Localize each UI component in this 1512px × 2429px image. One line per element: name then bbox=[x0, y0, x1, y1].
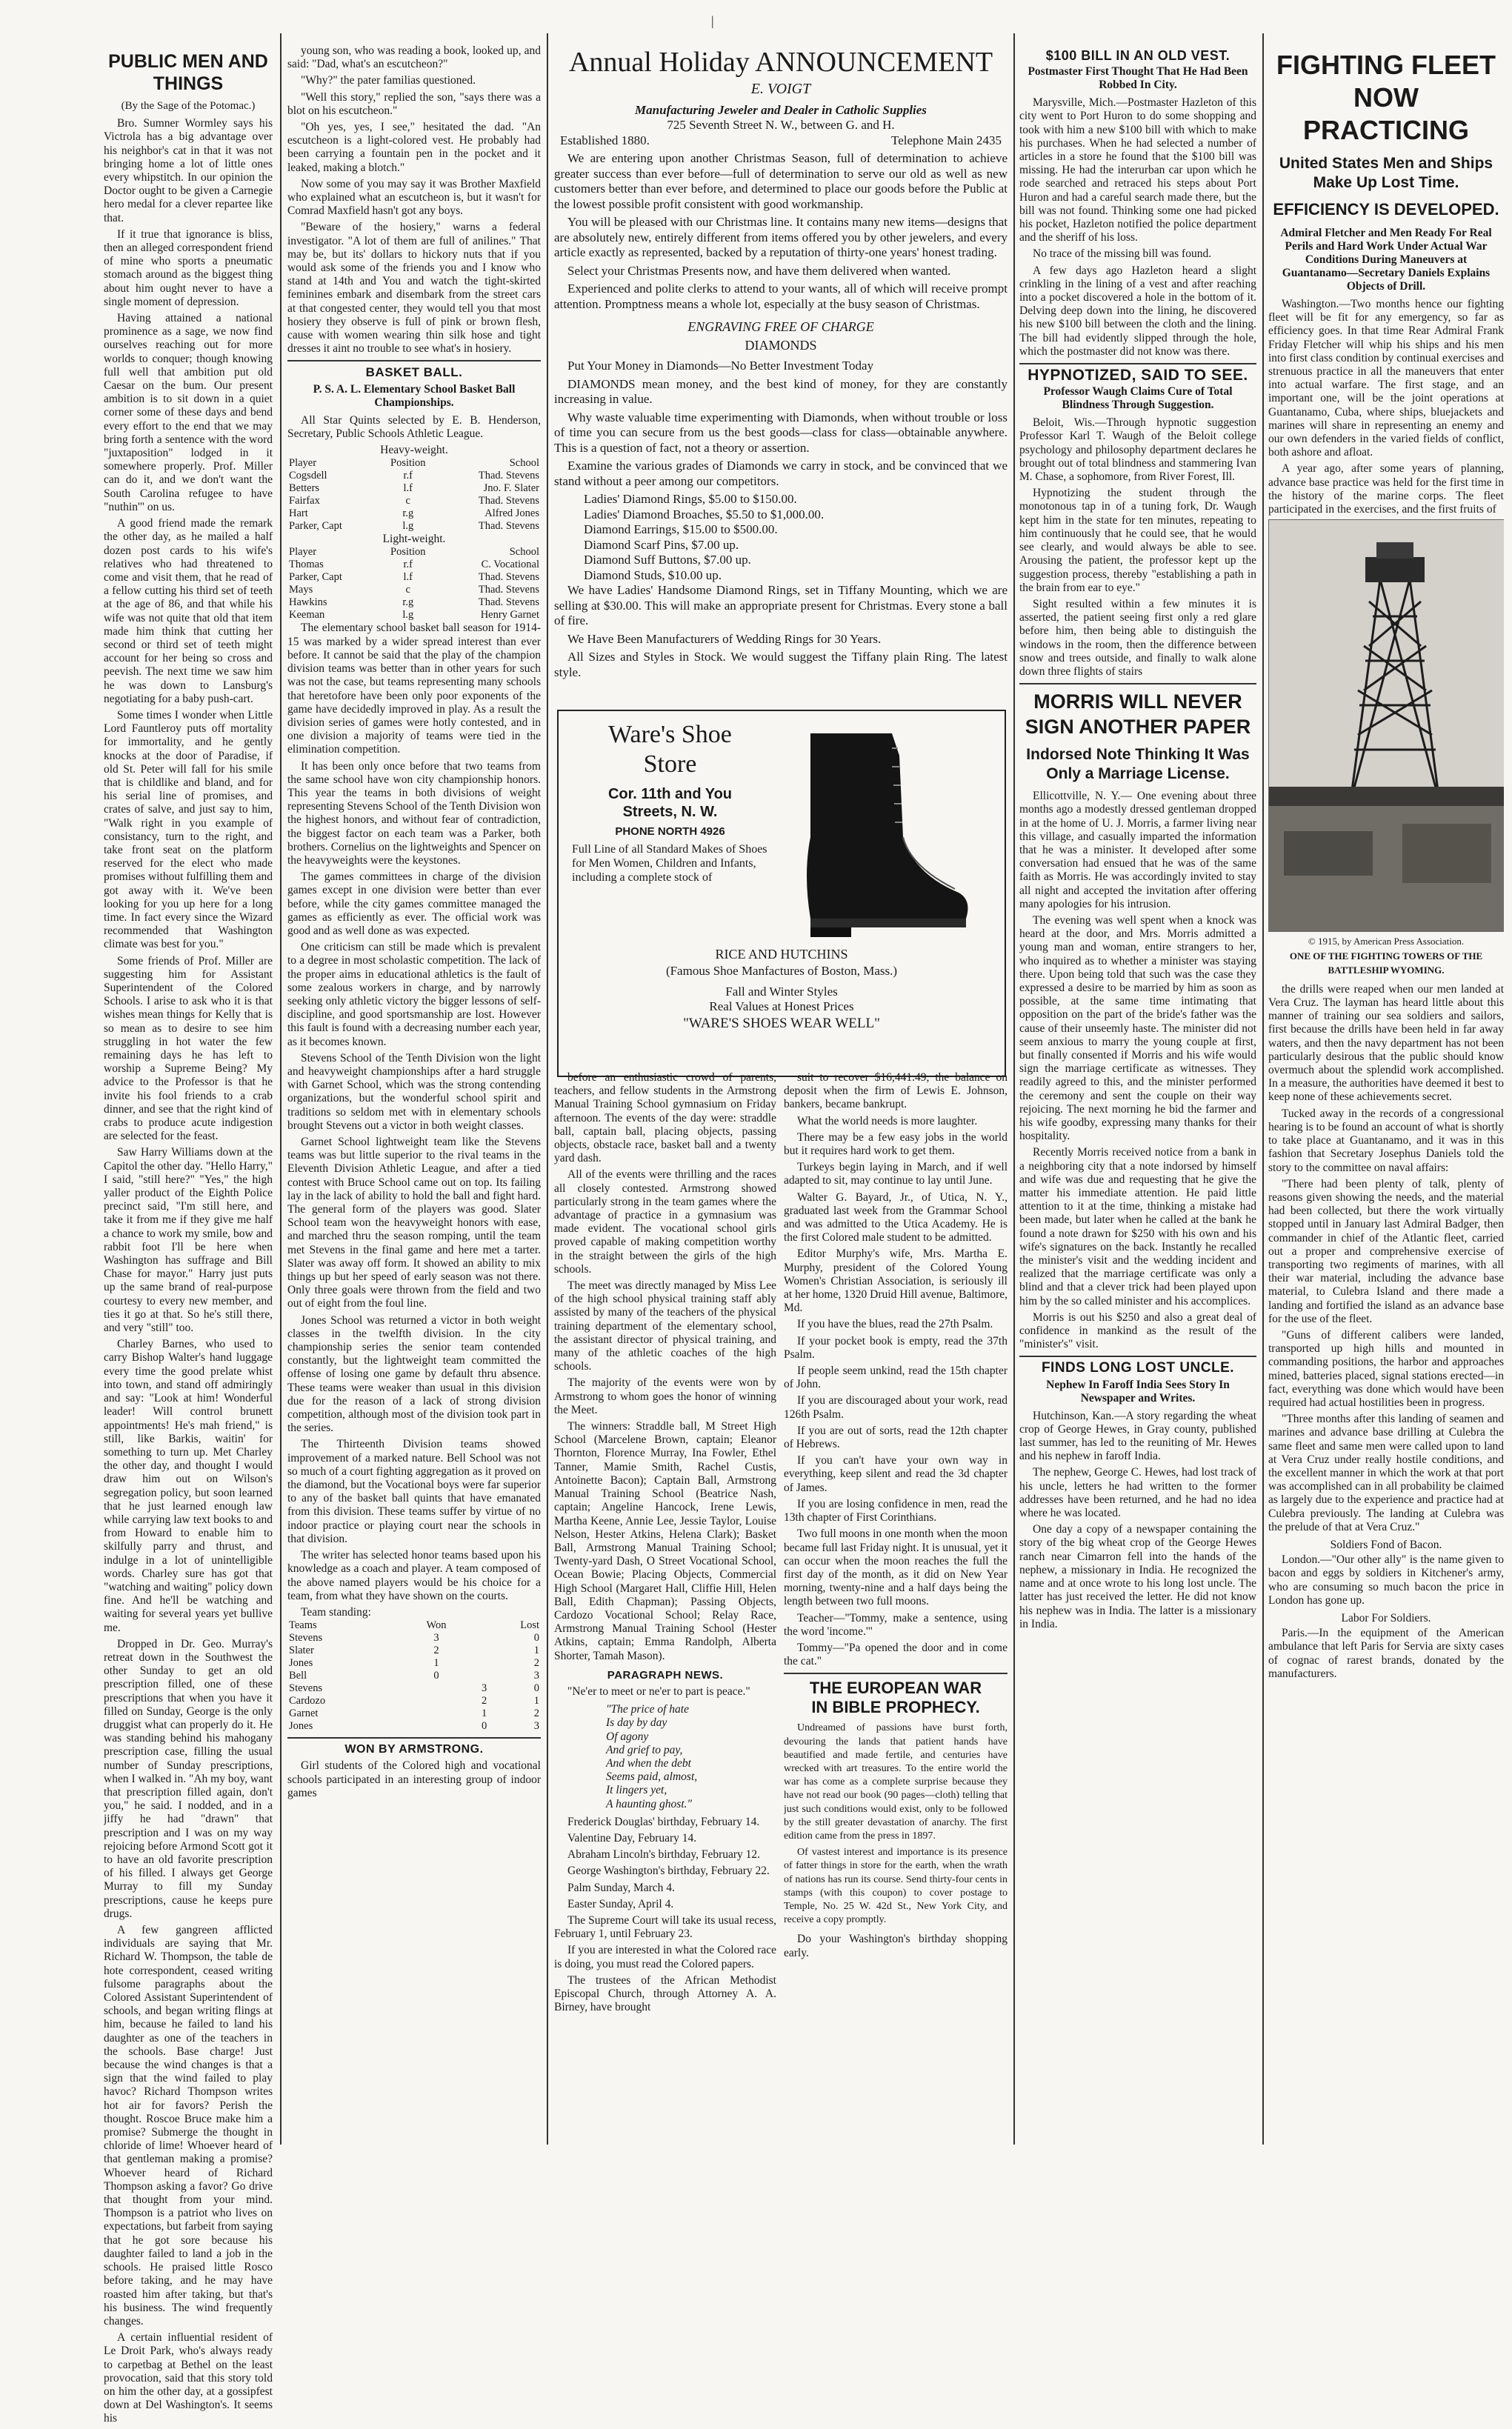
vest-headline: $100 BILL IN AN OLD VEST. bbox=[1045, 48, 1230, 63]
table-cell: Cogsdell bbox=[289, 470, 327, 482]
paragraph: Abraham Lincoln's birthday, February 12. bbox=[567, 1848, 761, 1862]
paragraph: Examine the various grades of Diamonds we carry in stock, and be convinced that we stand without a peer among our competitors. bbox=[554, 459, 1008, 488]
table-cell: 1 bbox=[482, 1707, 487, 1720]
paragraph: If you have the blues, read the 27th Psalm. bbox=[797, 1318, 993, 1331]
table-cell: 3 bbox=[533, 1670, 539, 1682]
poem-line: A haunting ghost." bbox=[606, 1797, 693, 1810]
article-body bbox=[1019, 96, 1256, 359]
voigt-advertisement bbox=[554, 46, 1008, 698]
paragraph: We are entering upon another Christmas Season, full of determination to achieve greater success than ever before—full of determination to serve our old as well as new customers better than ever before, and determined to place our goods before the Public at the lowest possible profit consistent with good workmanship. bbox=[554, 151, 1008, 211]
price-item: Diamond Studs, $10.00 up. bbox=[584, 567, 722, 582]
armstrong-headline: WON BY ARMSTRONG. bbox=[344, 1743, 484, 1756]
paragraph: It has been only once before that two teams from the same school have won city championship honors. This year the teams in both divisions of weight representing Stevens School of the Tenth Division won the highest honors, and without fear of contradiction, the biggest factor on each team was a Parker, both brothers. Cornelius on the lightweights and Spencer on the heavyweights were the keystones. bbox=[287, 759, 541, 867]
table-cell: Cardozo bbox=[289, 1695, 326, 1707]
paragraph: The evening was well spent when a knock was heard at the door, and Mrs. Morris admitted a young man and woman, entire strangers to her, who inquired as to whether a minister was staying there. Upon being told that such was the case they expressed a desire to be married by him as soon as possible, at the same time intimating that opposition on the part of the bride's father was the cause of their unseemly haste. The minister did not seem anxious to marry the young couple at first, but finally consented if Morris and his wife would sign the marriage certificate as witnesses. They readily agreed to this, and the minister performed the ceremony and sent the couple on their way rejoicing. The next morning he bid the farmer and his wife goodby, expressing many thanks for their hospitality. bbox=[1019, 913, 1256, 1143]
table-row bbox=[287, 1707, 541, 1720]
voigt-name: E. VOIGT bbox=[750, 81, 811, 97]
standings-heavyweight bbox=[287, 1619, 541, 1682]
table-cell: Thad. Stevens bbox=[478, 584, 539, 596]
column-basketball bbox=[287, 44, 541, 1803]
table-cell: Fairfax bbox=[289, 495, 320, 507]
paragraph: Beloit, Wis.—Through hypnotic suggestion Professor Karl T. Waugh of the Beloit college psychology and philosophy department declares he brought out of total blindness and stammering Ivan M. Chase, a sophomore, from River Forest, Ill. bbox=[1019, 416, 1256, 484]
paragraph: The writer has selected honor teams based upon his knowledge as a coach and player. A team composed of the above named players would be his choice for a team, from what they have shown on the courts. bbox=[287, 1549, 541, 1602]
diamonds-body bbox=[554, 359, 1008, 489]
voigt-tagline: Manufacturing Jeweler and Dealer in Catholic Supplies bbox=[635, 102, 927, 117]
paragraph: "Beware of the hosiery," warns a federal investigator. "A lot of them are full of anilines." That may be, but its' dollars to hickory nuts that if you would ask some of the friends you and I know who stand at 14th and You and watch the tight-skirted feminines embark and disembark from the street cars at that congested center, they would tell you that most hosiery they observe is full of pink or brown flesh, cause with women wearing thin silk hose and tight dresses it aint no trouble to see what's in hosiery. bbox=[287, 221, 541, 356]
paragraph: The elementary school basket ball season for 1914-15 was marked by a wider spread interest than ever before. It cannot be said that the play of the champion division teams was better than in other years for such was not the case, but teams representing many schools that heretofore have been only poor exponents of the game have decidedly improved in play. As a result the division series of games were hotly contested, and in one division a majority of teams were tied in the elimination competition. bbox=[287, 622, 541, 756]
table-cell: c bbox=[405, 495, 410, 507]
table-row bbox=[287, 571, 541, 584]
ware-line-2: Real Values at Honest Prices bbox=[709, 999, 854, 1013]
poem-line: "The price of hate bbox=[606, 1703, 689, 1716]
table-cell: Thad. Stevens bbox=[478, 495, 539, 507]
column-rule bbox=[547, 33, 548, 2145]
table-row bbox=[287, 584, 541, 596]
paragraph: Hypnotizing the student through the monotonous tap in of a tuning fork, Dr. Waugh kept him in the state for ten minutes, repeating to him continuously that he could see, that he would see clearly, and would always be able to see. Arousing the patient, the professor kept up the suggestion process, thereby "establishing a path in the brain from ear to eye." bbox=[1019, 487, 1256, 594]
paragraph: Garnet School lightweight team like the Stevens teams was but little superior to the rival teams in the Eleventh Division Athletic League, and after a tied contest with Bruce School came out on top. Its failing lay in the lack of ability to hold the ball and fight hard. The general form of the players was good. Slater School team won the heavyweight honors with ease, and marched thru the season romping, until the team met Stevens in the final game and here met a tarter. Slater was away off form. It showed an ability to mix things up but her speed of early season was not there. Only three goals were thrown from the field and two out of eight from the foul line. bbox=[287, 1136, 541, 1310]
paragraph: "Oh yes, yes, I see," hesitated the dad. "An escutcheon is a light-colored vest. He probably had been carrying a fountain pen in the pocket and it leaked, making a blotch." bbox=[287, 121, 541, 174]
paragraph: George Washington's birthday, February 22. bbox=[567, 1865, 770, 1878]
voigt-title: Annual Holiday ANNOUNCEMENT bbox=[568, 47, 993, 78]
paragraph: Easter Sunday, April 4. bbox=[567, 1897, 674, 1910]
diamonds-heading: DIAMONDS bbox=[745, 337, 817, 353]
table-cell: Thad. Stevens bbox=[478, 470, 539, 482]
table-cell: C. Vocational bbox=[481, 559, 539, 571]
paragraph: Palm Sunday, March 4. bbox=[567, 1881, 675, 1894]
table-cell: Jones bbox=[289, 1720, 313, 1733]
voigt-telephone: Telephone Main 2435 bbox=[891, 133, 1002, 147]
page-top-mark: | bbox=[711, 13, 714, 28]
birthday-shopping: Do your Washington's birthday shopping early. bbox=[784, 1933, 1008, 1959]
fleet-headline-2: NOW PRACTICING bbox=[1303, 82, 1469, 145]
standing-label: Team standing: bbox=[301, 1605, 371, 1619]
table-cell: Jno. F. Slater bbox=[483, 482, 539, 495]
price-item: Ladies' Diamond Rings, $5.00 to $150.00. bbox=[584, 492, 797, 506]
byline: (By the Sage of the Potomac.) bbox=[121, 100, 256, 112]
photo-caption: ONE OF THE FIGHTING TOWERS OF THE BATTLESHIP WYOMING. bbox=[1289, 950, 1483, 976]
article-body bbox=[784, 1071, 1008, 1668]
paragraph: "Well this story," replied the son, "says there was a blot on his escutcheon." bbox=[287, 90, 541, 117]
table-cell: Stevens bbox=[289, 1632, 323, 1645]
price-item: Ladies' Diamond Broaches, $5.50 to $1,000.00. bbox=[584, 507, 825, 522]
price-item: Diamond Scarf Pins, $7.00 up. bbox=[584, 537, 739, 552]
paragraph: All of the events were thrilling and the races all closely contested. Armstrong showed particularly strong in the team games where the advantage of practice in a gymnasium was made evident. The vocational school girls proved capable of making competition worthy in the straight between the girls of the high schools. bbox=[554, 1168, 776, 1276]
morris-headline-2: SIGN ANOTHER PAPER bbox=[1025, 716, 1251, 739]
paragraph: Valentine Day, February 14. bbox=[567, 1831, 697, 1845]
paragraph: Turkeys begin laying in March, and if well adapted to sit, may continue to lay until June. bbox=[784, 1161, 1008, 1187]
table-cell: 2 bbox=[433, 1645, 439, 1657]
paragraph: Teacher—"Tommy, make a sentence, using the word 'income.'" bbox=[784, 1611, 1008, 1638]
column-header: Player bbox=[289, 546, 317, 559]
ware-body: Full Line of all Standard Makes of Shoes for Men Women, Children and Infants, including a complete stock of bbox=[572, 843, 767, 884]
table-cell: 1 bbox=[533, 1695, 539, 1707]
price-list bbox=[584, 492, 1008, 583]
paragraph: Sight resulted within a few minutes it is asserted, the patient seeing first only a red glare before him, then being able to distinguish the windows in the room, then the difference between snow and trees outside, and finally to walk alone down three flights of stairs bbox=[1019, 597, 1256, 678]
hypnotized-headline: HYPNOTIZED, SAID TO SEE. bbox=[1028, 367, 1248, 384]
column-header: Position bbox=[390, 546, 426, 559]
labor-text: Paris.—In the equipment of the American ambulance that left Paris for Servia are sixty cases of cognac of rarest brands, donated by the manufacturers. bbox=[1268, 1627, 1504, 1680]
paragraph: Having attained a national prominence as a sage, we now find ourselves reaching out for more worlds to conquer; though knowing full well that ambition put old Caesar on the bum. Our present ambition is to sit down in a quiet corner some of these days and bend every effort to the end that we may bring forth a sentence with the word "juxtaposition" lodged in it somewhere properly. Prof. Miller can do it, and we don't want the South Carolina refugee to have "nuthin'" on us. bbox=[104, 312, 273, 513]
column-right-news bbox=[1019, 44, 1256, 1634]
table-cell: 3 bbox=[482, 1682, 487, 1695]
table-row bbox=[287, 520, 541, 533]
standings-lightweight bbox=[287, 1682, 541, 1733]
column-header: School bbox=[509, 457, 539, 470]
vest-subhead: Postmaster First Thought That He Had Been Robbed In City. bbox=[1028, 65, 1248, 92]
column-fighting-fleet bbox=[1268, 44, 1504, 1684]
war-headline-2: IN BIBLE PROPHECY. bbox=[811, 1698, 980, 1717]
paragraph: Dropped in Dr. Geo. Murray's retreat down in the Southwest the other Sunday to get an old prescription filled, one of these prescriptions that when you have it filled on Sunday, George is the only druggist what can properly do it. He was standing behind his mahogany prescription case, filling the usual number of Sunday prescriptions, when I walked in. "Ah my boy, want that prescription filled again, don't you," he said. I nodded, and in a jiffy he had "drawn" that prescription and I was on my way rejoicing before Armond Scott got it to have an old favorite prescription of his filled. I always get George Murray to fill my Sunday prescriptions, cause he keeps pure drugs. bbox=[104, 1637, 273, 1920]
table-cell: 3 bbox=[433, 1632, 439, 1645]
table-cell: 0 bbox=[482, 1720, 487, 1733]
table-row bbox=[287, 1720, 541, 1733]
table-row bbox=[287, 1670, 541, 1682]
poem-line: Seems paid, almost, bbox=[606, 1770, 698, 1784]
fleet-subhead: United States Men and Ships Make Up Lost Time. bbox=[1279, 155, 1493, 191]
uncle-subhead: Nephew In Faroff India Sees Story In Newspaper and Writes. bbox=[1046, 1378, 1230, 1405]
table-row bbox=[287, 1632, 541, 1645]
paragraph: Charley Barnes, who used to carry Bishop Walter's hand luggage every time the good prelate whist into town, and stand off admiringly and say: "Look at him! Wonderful leader! Will control brunett appointments! He's mah friend," is still, like Barkis, waitin' for something to turn up. Met Charley the other day, and thought I would draw him out on Wilson's segregation policy, but soon learned that he just learned enough law while carrying law text books to and from Howard to enable him to skilfully parry and thrust, and indulge in a lot of unintelligible words. Charley sure has got that "watching and waiting" policy down fine. And he'll be watching and waiting for several years yet bullive me. bbox=[104, 1338, 273, 1634]
table-cell: Hawkins bbox=[289, 596, 327, 609]
table-cell: r.g bbox=[402, 596, 414, 609]
table-cell: 0 bbox=[533, 1682, 539, 1695]
article-body bbox=[1019, 790, 1256, 1351]
paragraph: A year ago, after some years of planning, advance base practice was held for the first time in the history of the marine corps. The fleet participated in the exercises, and the first fruits of bbox=[1268, 462, 1504, 516]
divider bbox=[1019, 363, 1256, 364]
paragraph: A certain influential resident of Le Droit Park, who's always ready to carpetbag at Bethel on the least provocation, said that this story told on him the other day, at a gossipfest down at Del Washington's. It seems his bbox=[104, 2331, 273, 2425]
paragraph: Why waste valuable time experimenting with Diamonds, when without trouble or loss of time you can secure from us the best goods—class for class—obtainable anywhere. This is a question of fact, not a theory or assertion. bbox=[554, 410, 1008, 455]
article-body bbox=[1268, 298, 1504, 516]
paragraph: If your pocket book is empty, read the 37th Psalm. bbox=[784, 1334, 1008, 1361]
table-cell: Betters bbox=[289, 482, 320, 495]
paragraph: Two full moons in one month when the moon became full last Friday night. It is unusual, yet it can occur when the moon reaches the full the first day of the month, as it did on New Year morning, twenty-nine and a half days being the length between two full moons. bbox=[784, 1527, 1008, 1608]
table-header-row bbox=[287, 457, 541, 470]
column-misc-news bbox=[784, 1071, 1008, 2145]
table-row bbox=[287, 1645, 541, 1657]
paragraph: Saw Harry Williams down at the Capitol the other day. "Hello Harry," I said, "still here?" "Yes," the high yaller product of the Eighth Police precinct said, "I'm still here, and take it from me if they give me half a chance to work my smile, bow and rabbit foot I'll be here when Washington has suffrage and Bill Chase for mayor." Harry just puts up the same brand of real-purpose courtesy to every new member, and ties it go at that. So he's still there, and very "still" too. bbox=[104, 1146, 273, 1335]
table-cell: 0 bbox=[433, 1670, 439, 1682]
paragraph: Editor Murphy's wife, Mrs. Martha E. Murphy, president of the Colored Young Women's Christian Association, is seriously ill at her home, 1320 Druid Hill avenue, Baltimore, Md. bbox=[784, 1247, 1008, 1315]
paragraph: Some friends of Prof. Miller are suggesting him for Assistant Superintendent of the Colored Schools. I arise to ask who it is that wishes mean things for Kelly that is so mean as to desire to see him struggling in hot water the few remaining days he has left to worship a Supreme Being? My advice to the Professor is that he invite his fool friends to a crab dinner, and see that the right kind of crabs to produce acute indigestion are selected for the feast. bbox=[104, 954, 273, 1143]
price-item: Diamond Earrings, $15.00 to $500.00. bbox=[584, 522, 778, 536]
fleet-headline: FIGHTING FLEET bbox=[1276, 50, 1496, 80]
table-header-row bbox=[287, 1619, 541, 1632]
ware-line-1: Fall and Winter Styles bbox=[725, 984, 838, 999]
paragraph: Ellicottville, N. Y.— One evening about three months ago a modestly dressed gentleman dropped in at the home of U. J. Morris, a farmer living near this village, and casually imparted the information that he was a minister. It developed after some conversation had ensued that he was of the same faith as Morris. He was accordingly invited to stay all night and accepted the invitation after offering many apologies for his intrusion. bbox=[1019, 790, 1256, 910]
war-text: Undreamed of passions have burst forth, devouring the lands that patient hands have beautified and made fertile, and centuries have wrecked with art treasures. To the entire world the war has come as a complete surprise because they have not read our book (90 pages—cloth) telling that just such conditions would exist, only to be followed by the still greater devastation of anarchy. The first edition came from the press in 1897. bbox=[784, 1722, 1008, 1842]
table-cell: 1 bbox=[533, 1645, 539, 1657]
paragraph-quote: "Ne'er to meet or ne'er to part is peace." bbox=[567, 1685, 750, 1698]
morris-subhead-2: Only a Marriage License. bbox=[1046, 765, 1230, 783]
paragraph: "Why?" the pater familias questioned. bbox=[301, 74, 476, 87]
paragraph: Jones School was returned a victor in both weight classes in the twelfth division. In the city championship series the senior team contended constantly, but the lightweight team committed the offense of losing one game by default thru absence. These teams were weaker than usual in this division due for the reason of a lack of strong division competition, although most of the division took part in the series. bbox=[287, 1313, 541, 1435]
paragraph: All Sizes and Styles in Stock. We would suggest the Tiffany plain Ring. The latest style. bbox=[554, 650, 1008, 679]
paragraph: Stevens School of the Tenth Division won the light and heavyweight championships after a hard struggle with Garnet School, which was the strong contending organizations, but the wonderful school spirit and traditions so seldom met with in elementary schools brought Stevens out a victor in both weight classes. bbox=[287, 1051, 541, 1132]
paragraph: The majority of the events were won by Armstrong to whom goes the honor of winning the Meet. bbox=[554, 1376, 776, 1416]
table-cell: Bell bbox=[289, 1670, 307, 1682]
paragraph: The winners: Straddle ball, M Street High School (Marcelene Brown, captain; Eleanor Thornton, Florence Murray, Ina Fowler, Ethel Tanner, Mamie Smith, Rachel Custis, Antoinette Bacon); Captain Ball, Armstrong Manual Training School (Beatrice Nash, captain; Angeline Hancock, Irene Lewis, Martha Keene, Annie Lee, Jessie Taylor, Louise Nelson, Hester Atkins, Helena Clark); Basket Ball, Armstrong Manual Training School; Twenty-yard Dash, O Street Vocational School, Ocean Bowie; Placing Objects, Commercial High School (Margaret Hall, Cliffie Hill, Helen Ball, Edith Chapman); Passing Objects, Cardozo Vocational School; Relay Race, Armstrong Manual Training School (Hester Atkins, captain; Emma Randolph, Alberta Shorter, Tamah Mason). bbox=[554, 1420, 776, 1662]
morris-subhead: Indorsed Note Thinking It Was bbox=[1026, 746, 1250, 764]
paragraph: "Three months after this landing of seamen and marines and advance base drilling at Culebra the same fleet and same men were called upon to land at Vera Cruz under really hostile conditions, and the excellent manner in which the work at that port was accomplished can in all probability be claimed as largely due to the experience and practice had at Culebra previously. The landing at Culebra was the prelude of that at Vera Cruz." bbox=[1268, 1413, 1504, 1533]
paragraph: Recently Morris received notice from a bank in a neighboring city that a note indorsed by himself and wife was due and requesting that he give the matter his immediate attention. He paid little attention to it at the time, thinking a mistake had been made, but later when he called at the bank he found a note drawn for $250 with his own and his wife's signatures on the back. Instantly he recalled the minister's visit and the wedding incident and realized that the marriage certificate was only a blind and that a clever trick had been played upon him by the so called minister and his accomplices. bbox=[1019, 1146, 1256, 1307]
paragraph: Marysville, Mich.—Postmaster Hazleton of this city went to Port Huron to do some shopping and took with him a new $100 bill with which to make his purchases. When he had selected a number of articles in a store he found that the $100 bill was missing. He had the interurban car upon which he rode searched and retraced his steps about Port Huron and had a careful search made there, but the bill was not found. Thinking some one had picked his pocket, Hazleton notified the police department and the sheriff of his loss. bbox=[1019, 96, 1256, 244]
paragraph: You will be pleased with our Christmas line. It contains many new items—designs that are absolutely new, entirely different from items offered you by other jewelers, and every article exactly as represented, backed by a reputation of thirty-one years' honest trading. bbox=[554, 215, 1008, 259]
paragraph: Put Your Money in Diamonds—No Better Investment Today bbox=[567, 359, 874, 373]
column-header: Teams bbox=[289, 1619, 317, 1632]
armstrong-text: Girl students of the Colored high and vocational schools participated in an interesting group of indoor games bbox=[287, 1759, 541, 1799]
divider bbox=[1019, 1356, 1256, 1357]
labor-headline: Labor For Soldiers. bbox=[1341, 1612, 1431, 1625]
paragraph: Now some of you may say it was Brother Maxfield who explained what an escutcheon is, but it wasn't for Comrad Maxfield hasn't got any boys. bbox=[287, 177, 541, 218]
paragraph: "Guns of different calibers were landed, transported up high hills and mounted in commanding positions, the harbor and approaches mined, batteries placed, signal stations erected—in fact, everything was done which would have been required had actual hostilities been in progress. bbox=[1268, 1328, 1504, 1409]
table-row bbox=[287, 482, 541, 495]
table-cell: Keeman bbox=[289, 609, 325, 622]
paragraph: Hutchinson, Kan.—A story regarding the wheat crop of George Hewes, in Gray county, published last summer, has led to the reuniting of Mr. Hewes and his nephew in faroff India. bbox=[1019, 1409, 1256, 1463]
table-row bbox=[287, 559, 541, 571]
table-cell: Garnet bbox=[289, 1707, 319, 1720]
engraving-banner: ENGRAVING FREE OF CHARGE bbox=[687, 319, 874, 334]
paragraph: The games committees in charge of the division games except in one division were better than ever before, while the city games committee managed the games as efficiently as ever. The official work was good and as well done as was expected. bbox=[287, 870, 541, 937]
column-rule bbox=[1262, 33, 1264, 2145]
headline-public-men: PUBLIC MEN AND THINGS bbox=[108, 51, 268, 94]
table-cell: l.g bbox=[402, 609, 414, 622]
table-row bbox=[287, 596, 541, 609]
table-cell: Jones bbox=[289, 1657, 313, 1670]
voigt-body bbox=[554, 151, 1008, 312]
article-body bbox=[554, 1071, 776, 1663]
lightweight-label: Light-weight. bbox=[382, 533, 446, 546]
paragraph: If you are out of sorts, read the 12th chapter of Hebrews. bbox=[784, 1424, 1008, 1451]
ware-shoe-advertisement bbox=[557, 710, 1006, 1077]
paragraph: If you can't have your own way in everything, keep silent and read the 3d chapter of James. bbox=[784, 1454, 1008, 1494]
poem-line: And grief to pay, bbox=[606, 1743, 683, 1756]
voigt-established: Established 1880. bbox=[560, 133, 650, 147]
paragraph: If you are losing confidence in men, read the 13th chapter of First Corinthians. bbox=[784, 1497, 1008, 1525]
poem-line: And when the debt bbox=[606, 1756, 691, 1770]
column-rule bbox=[1013, 33, 1015, 2145]
paragraph: young son, who was reading a book, looked up, and said: "Dad, what's an escutcheon?" bbox=[287, 44, 541, 71]
table-cell: 2 bbox=[533, 1657, 539, 1670]
paragraph: The nephew, George C. Hewes, had lost track of his uncle, letters he had written to the former addresses have been returned, and he had no idea where he was located. bbox=[1019, 1466, 1256, 1520]
paragraph: If you are interested in what the Colored race is doing, you must read the Colored papers. bbox=[554, 1944, 776, 1970]
table-cell: Thad. Stevens bbox=[478, 520, 539, 533]
paragraph: The trustees of the African Methodist Episcopal Church, through Attorney A. A. Birney, have brought bbox=[554, 1973, 776, 2014]
paragraph: We Have Been Manufacturers of Wedding Rings for 30 Years. bbox=[567, 631, 882, 646]
table-cell: Thad. Stevens bbox=[478, 571, 539, 584]
paragraph: Morris is out his $250 and also a great deal of confidence in mankind as the result of the "minister's" visit. bbox=[1019, 1310, 1256, 1351]
voigt-address: 725 Seventh Street N. W., between G. and H. bbox=[667, 118, 895, 132]
poem-line: Of agony bbox=[606, 1730, 649, 1743]
price-item: Diamond Suff Buttons, $7.00 up. bbox=[584, 553, 751, 567]
column-public-men bbox=[104, 44, 273, 2429]
table-cell: 2 bbox=[482, 1695, 487, 1707]
article-body bbox=[287, 44, 541, 356]
hypnotized-subhead: Professor Waugh Claims Cure of Total Blindness Through Suggestion. bbox=[1043, 385, 1233, 412]
table-cell: r.g bbox=[402, 507, 414, 520]
ware-brand: RICE AND HUTCHINS bbox=[715, 947, 848, 962]
paragraph: Washington.—Two months hence our fighting fleet will be fit for any emergency, so far as efficiency goes. In that time Rear Admiral Frank Friday Fletcher will whip his ships and his men into first class condition by continual exercises and strenuous practice in all the maneuvers that enter into actual warfare. The first stage, and an important one, will be the joint operations at Guantanamo, Cuba, where ships, bluejackets and marines will share in representing an enemy and our own defenders in the varied fields of conflict, both ashore and afloat. bbox=[1268, 298, 1504, 459]
paragraph: We have Ladies' Handsome Diamond Rings, set in Tiffany Mounting, which we are selling at $30.00. This will make an appropriate present for Christmas. Every stone a ball of fire. bbox=[554, 583, 1008, 627]
article-body bbox=[1019, 1410, 1256, 1631]
table-row bbox=[287, 1682, 541, 1695]
poem-line: Is day by day bbox=[606, 1716, 667, 1730]
table-cell: 0 bbox=[533, 1632, 539, 1645]
paragraph: One day a copy of a newspaper containing the story of the big wheat crop of the George Hewes ranch near Cimarron fell into the hands of the nephew, a missionary in India. He recognized the name and at once wrote to his long lost uncle. The latter has just received the letter. He did not know his nephew was in India. The latter is a missionary in India. bbox=[1019, 1523, 1256, 1630]
paragraph: Experienced and polite clerks to attend to your wants, all of which will receive prompt attention. Promptness means a whole lot, especially at the busy season of Christmas. bbox=[554, 281, 1008, 311]
table-cell: 2 bbox=[533, 1707, 539, 1720]
paragraph: Some times I wonder when Little Lord Fauntleroy puts off mortality for immortality, and he gently knocks at the door of Paradise, if old St. Peter will fall for his smile that is childlike and bland, and for his serial line of promises, and crates of salve, and just say to him, "Walk right in you example of consistancy, turn to the right, and take front seat on the platform reserved for the elect who made promises without fulfilling them and got away with it. We've been looking for you up here for a long time. In fact every since the Wizard recommended that Washington climate was best for you." bbox=[104, 708, 273, 951]
paragraph: Select your Christmas Presents now, and have them delivered when wanted. bbox=[567, 263, 951, 278]
paragraph: There may be a few easy jobs in the world but it requires hard work to get them. bbox=[784, 1130, 1008, 1158]
table-row bbox=[287, 1657, 541, 1670]
paragraph: Frederick Douglas' birthday, February 14. bbox=[567, 1815, 760, 1828]
table-cell: l.g bbox=[402, 520, 414, 533]
table-cell: Thomas bbox=[289, 559, 324, 571]
basketball-headline: BASKET BALL. bbox=[365, 365, 463, 380]
table-cell: Parker, Capt bbox=[289, 571, 342, 584]
lightweight-table bbox=[287, 546, 541, 622]
heavyweight-label: Heavy-weight. bbox=[380, 444, 448, 457]
soldiers-headline: Soldiers Fond of Bacon. bbox=[1330, 1538, 1442, 1551]
table-cell: Henry Garnet bbox=[480, 609, 539, 622]
heavyweight-table bbox=[287, 457, 541, 533]
poem bbox=[606, 1703, 776, 1811]
ware-slogan: "WARE'S SHOES WEAR WELL" bbox=[683, 1016, 880, 1031]
table-cell: r.f bbox=[403, 470, 413, 482]
column-rule bbox=[280, 33, 282, 2145]
paragraph: the drills were reaped when our men landed at Vera Cruz. The layman has heard little about this manner of training our sea soldiers and sailors, first because the drills have been held in far away waters, and then the navy department has not been particularly desirous that the public should know overmuch about the splendid work accomplished. In a measure, the authorities have deemed it best to keep none of these achievements secret. bbox=[1268, 982, 1504, 1104]
paragraph: The Thirteenth Division teams showed improvement of a marked nature. Bell School was not so much of a court fighting aggregation as it proved on the diamond, but the Vocational boys were far superior to any of the basket ball quints that have emanated from this division. These teams suffer by virtue of no indoor practice or playing court near the schools in that division. bbox=[287, 1438, 541, 1545]
table-cell: Mays bbox=[289, 584, 313, 596]
soldiers-text: London.—"Our other ally" is the name given to bacon and eggs by soldiers in Kitchener's army, who are consuming so much bacon the price in London has gone up. bbox=[1268, 1553, 1504, 1607]
table-cell: Thad. Stevens bbox=[478, 596, 539, 609]
paragraph: If people seem unkind, read the 15th chapter of John. bbox=[784, 1365, 1008, 1391]
paragraph: One criticism can still be made which is prevalent to a degree in most scholastic competition. The lack of the proper aims in educational athletics is the fault of some zealous workers in charge, and by narrowly seeking only athletic victory the bigger lessons of self-discipline, and good sportsmanship are lost. However this fault is found with a decreasing number each year, as it becomes known. bbox=[287, 941, 541, 1048]
table-cell: Alfred Jones bbox=[484, 507, 539, 520]
paragraph: If you are discouraged about your work, read 126th Psalm. bbox=[784, 1394, 1008, 1421]
paragraph: A good friend made the remark the other day, as he mailed a half dozen post cards to his wife's relatives who had threatened to come and visit them, that he read of a fellow cutting his third set of teeth at the age of 86, and that while his wife was not quite that old that item made him think that cutting her second or third set of teeth might account for her being so cross and peevish. The next time we saw him he was down to Lansburg's negotiating for a baby push-cart. bbox=[104, 517, 273, 705]
efficiency-headline: EFFICIENCY IS DEVELOPED. bbox=[1273, 200, 1499, 219]
battleship-tower-illustration bbox=[1269, 520, 1504, 931]
table-cell: 3 bbox=[533, 1720, 539, 1733]
paragraph: Tucked away in the records of a congressional hearing is to be found an account of what is shortly to take place at Guantanamo, and it was in this fashion that Secretary Josephus Daniels told the story to the committee on naval affairs: bbox=[1268, 1107, 1504, 1174]
article-body bbox=[1019, 416, 1256, 679]
uncle-headline: FINDS LONG LOST UNCLE. bbox=[1041, 1360, 1235, 1376]
column-girls-meet bbox=[554, 1071, 776, 2145]
ware-address-2: Streets, N. W. bbox=[622, 804, 718, 820]
paragraph: What the world needs is more laughter. bbox=[797, 1114, 978, 1127]
morris-headline: MORRIS WILL NEVER bbox=[1033, 690, 1242, 713]
table-cell: Hart bbox=[289, 507, 308, 520]
paragraph: A few gangreen afflicted individuals are saying that Mr. Richard W. Thompson, the table de hote correspondent, ceased writing fulsome paragraphs about the Colored Assistant Superintendent of schools, and began writing flings at him, because he failed to land his daughter as one of the teachers in the schools. Base charge! Just because the wind changes is that a sign that the wind failed to play havoc? Richard Thompson writes hot air for favors? Perish the thought. Roscoe Bruce make him a promise? Submerge the thought in chloride of lime! Whoever heard of that gentleman making a promise? Whoever heard of Richard Thompson asking a favor? Go drive that thought from your mind. Thompson is a patriot who lives on expectations, but farbeit from saying that he got sore because his daughter failed to land a job in the schools. He praised little Rosco before taking, and he may have roasted him after taking, but that's his business. The wind frequently changes. bbox=[104, 1924, 273, 2328]
column-header: School bbox=[509, 546, 539, 559]
basketball-subhead: P. S. A. L. Elementary School Basket Ball Championships. bbox=[313, 382, 516, 409]
paragraph: The meet was directly managed by Miss Lee of the high school physical training staff ably assisted by many of the teachers of the physical training department of the elementary school, the assistant director of physical training, and many of the athletic coaches of the high schools. bbox=[554, 1279, 776, 1373]
paragraph-news-headline: PARAGRAPH NEWS. bbox=[607, 1668, 724, 1682]
paragraph: No trace of the missing bill was found. bbox=[1033, 247, 1212, 261]
paragraph: "There had been plenty of talk, plenty of reasons given showing the needs, and the material had been collected, but there the work virtually stopped until in January last Admiral Badger, then commander in chief of the Atlantic fleet, carried out a proper and comprehensive exercise of transporting two regiments of marines, with all their war material, including the advance base material, to Culebra Island and there made a landing and fortified the island as an advance base for the use of the fleet. bbox=[1268, 1177, 1504, 1325]
table-row bbox=[287, 1695, 541, 1707]
voigt-closing bbox=[554, 583, 1008, 680]
paragraph: DIAMONDS mean money, and the best kind of money, for they are constantly increasing in value. bbox=[554, 376, 1008, 406]
paragraph: Walter G. Bayard, Jr., of Utica, N. Y., graduated last week from the Grammar School and was admitted to the Utica Academy. He is the first Colored male student to be admitted. bbox=[784, 1190, 1008, 1245]
table-row bbox=[287, 609, 541, 622]
ware-brand-sub: (Famous Shoe Manfactures of Boston, Mass.) bbox=[665, 964, 898, 978]
table-cell: Slater bbox=[289, 1645, 314, 1657]
article-body bbox=[104, 117, 273, 2425]
table-header-row bbox=[287, 546, 541, 559]
war-headline: THE EUROPEAN WAR bbox=[809, 1679, 982, 1698]
column-header: Position bbox=[390, 457, 426, 470]
column-header: Won bbox=[426, 1619, 447, 1632]
divider bbox=[1019, 683, 1256, 684]
paragraph: A few days ago Hazleton heard a slight crinkling in the lining of a vest and after reaching into a pocket discovered a hole in the bottom of it. Delving deep down into the lining, he discovered his new $100 bill between the cloth and the lining. The bill had evidently slipped through the hole, which the postmaster did not know was there. bbox=[1019, 264, 1256, 358]
table-cell: Parker, Capt bbox=[289, 520, 342, 533]
poem-line: It lingers yet, bbox=[606, 1784, 667, 1797]
paragraph: Bro. Sumner Wormley says his Victrola has a big advantage over his neighbor's cat in that it was not bringing home a lot of little ones every whipstitch. In our opinion the Doctor ought to be given a Carnegie hero medal for a clever repartee like that. bbox=[104, 117, 273, 224]
ware-title: Ware's Shoe bbox=[608, 721, 732, 748]
divider bbox=[287, 360, 541, 361]
paragraph: The Supreme Court will take its usual recess, February 1, until February 23. bbox=[554, 1913, 776, 1941]
fleet-deck: Admiral Fletcher and Men Ready For Real Perils and Hard Work Under Actual War Conditions During Maneuvers at Guantanamo—Secretary Daniels Explains Objects of Drill. bbox=[1280, 227, 1492, 293]
table-row bbox=[287, 470, 541, 482]
article-body bbox=[554, 1816, 776, 2015]
ware-phone: PHONE NORTH 4926 bbox=[615, 825, 725, 838]
shoe-illustration bbox=[781, 726, 973, 941]
column-header: Player bbox=[289, 457, 317, 470]
table-row bbox=[287, 507, 541, 520]
table-cell: c bbox=[405, 584, 410, 596]
table-cell: l.f bbox=[403, 482, 413, 495]
divider bbox=[784, 1673, 1008, 1674]
paragraph: Tommy—"Pa opened the door and in come the cat." bbox=[784, 1641, 1008, 1668]
ware-title-2: Store bbox=[643, 750, 697, 778]
paragraph: If it true that ignorance is bliss, then an alleged correspondent friend of mine who sports a pneumatic stomach around as the biggest thing about him ought never to have a single moment of depression. bbox=[104, 227, 273, 308]
war-text-2: Of vastest interest and importance is its presence of fatter things in store for the earth, when the wrath of nations has run its course. Send thirty-four cents in stamps (with this coupon) to cover postage to Temple, No. 25 W. 42d St., New York City, and receive a copy promptly. bbox=[784, 1847, 1008, 1926]
table-cell: l.f bbox=[403, 571, 413, 584]
divider bbox=[287, 1737, 541, 1739]
table-cell: 1 bbox=[433, 1657, 439, 1670]
ware-address: Cor. 11th and You bbox=[607, 786, 733, 802]
paragraph: suit to recover $16,441.49, the balance on deposit when the firm of Lewis E. Johnson, bankers, became bankrupt. bbox=[784, 1071, 1008, 1111]
column-header: Lost bbox=[520, 1619, 539, 1632]
paragraph: before an enthusiastic crowd of parents, teachers, and fellow students in the Armstrong Manual Training School gymnasium on Friday afternoon. The events of the day were: straddle ball, captain ball, placing objects, passing objects, obstacle race, basket ball and a twenty yard dash. bbox=[554, 1071, 776, 1165]
table-row bbox=[287, 495, 541, 507]
article-body bbox=[1268, 983, 1504, 1534]
battleship-tower-photo bbox=[1268, 519, 1504, 932]
table-cell: r.f bbox=[403, 559, 413, 571]
table-cell: Stevens bbox=[289, 1682, 323, 1695]
photo-credit: © 1915, by American Press Association. bbox=[1308, 936, 1465, 947]
article-body bbox=[287, 622, 541, 1602]
basketball-intro: All Star Quints selected by E. B. Henderson, Secretary, Public Schools Athletic League. bbox=[287, 413, 541, 440]
